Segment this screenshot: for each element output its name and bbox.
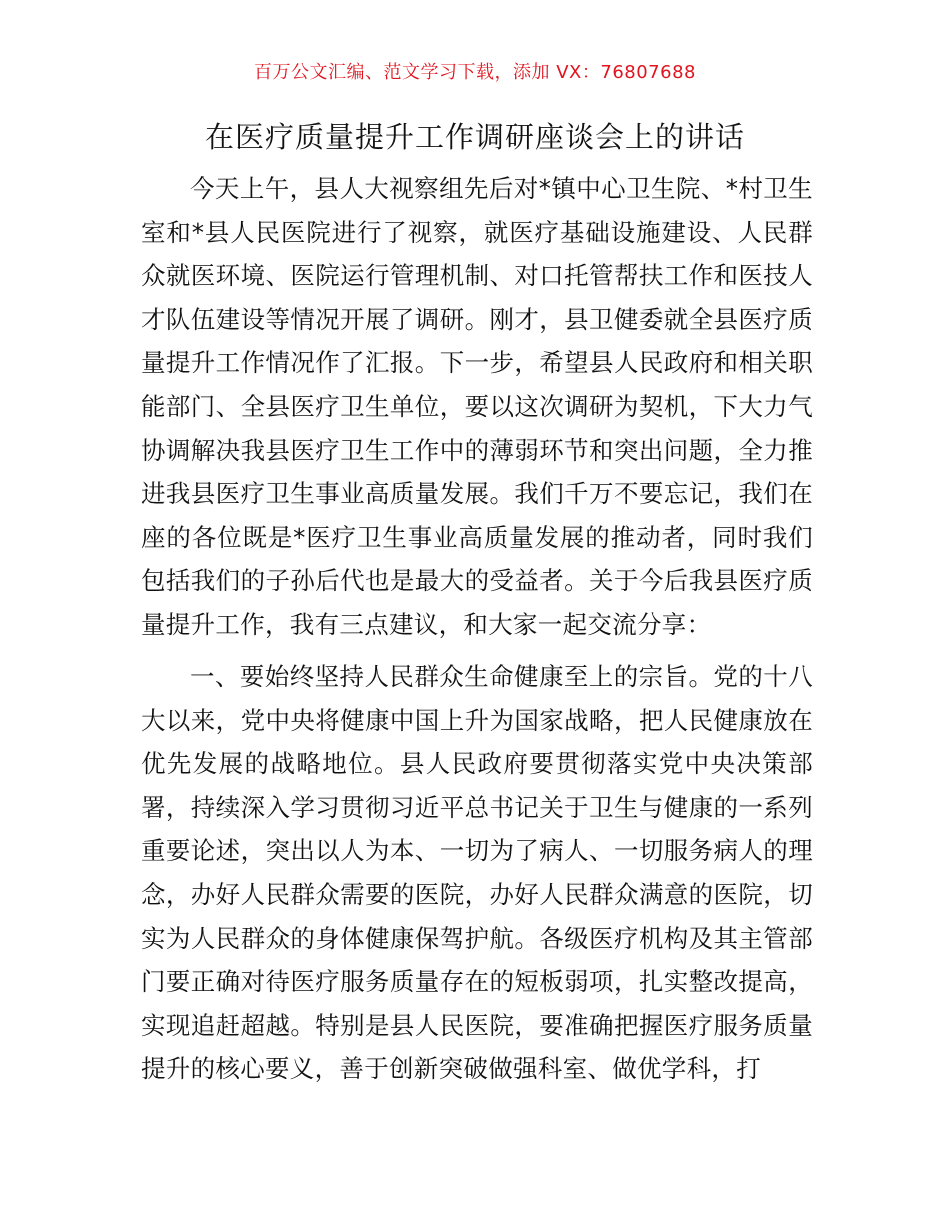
- watermark-header: 百万公文汇编、范文学习下载，添加 VX：76807688: [254, 62, 696, 83]
- document-title: 在医疗质量提升工作调研座谈会上的讲话: [204, 120, 745, 154]
- paragraph-point-one: 一、要始终坚持人民群众生命健康至上的宗旨。党的十八大以来，党中央将健康中国上升为国家战略，把人民健康放在优先发展的战略地位。县人民政府要贯彻落实党中央决策部署，持续深入学习贯彻习近平总书记关于卫生与健康的一系列重要论述，突出以人为本、一切为了病人、一切服务病人的理念，办好人民群众需要的医院，办好人民群众满意的医院，切实为人民群众的身体健康保驾护航。各级医疗机构及其主管部门要正确对待医疗服务质量存在的短板弱项，扎实整改提高，实现追赶超越。特别是县人民医院，要准确把握医疗服务质量提升的核心要义，善于创新突破做强科室、做优学科，打: [141, 662, 813, 1084]
- paragraph-intro: 今天上午，县人大视察组先后对*镇中心卫生院、*村卫生室和*县人民医院进行了视察，就医疗基础设施建设、人民群众就医环境、医院运行管理机制、对口托管帮扶工作和医技人才队伍建设等情况开展了调研。刚才，县卫健委就全县医疗质量提升工作情况作了汇报。下一步，希望县人民政府和相关职能部门、全县医疗卫生单位，要以这次调研为契机，下大力气协调解决我县医疗卫生工作中的薄弱环节和突出问题，全力推进我县医疗卫生事业高质量发展。我们千万不要忘记，我们在座的各位既是*医疗卫生事业高质量发展的推动者，同时我们包括我们的子孙后代也是最大的受益者。关于今后我县医疗质量提升工作，我有三点建议，和大家一起交流分享：: [141, 174, 813, 639]
